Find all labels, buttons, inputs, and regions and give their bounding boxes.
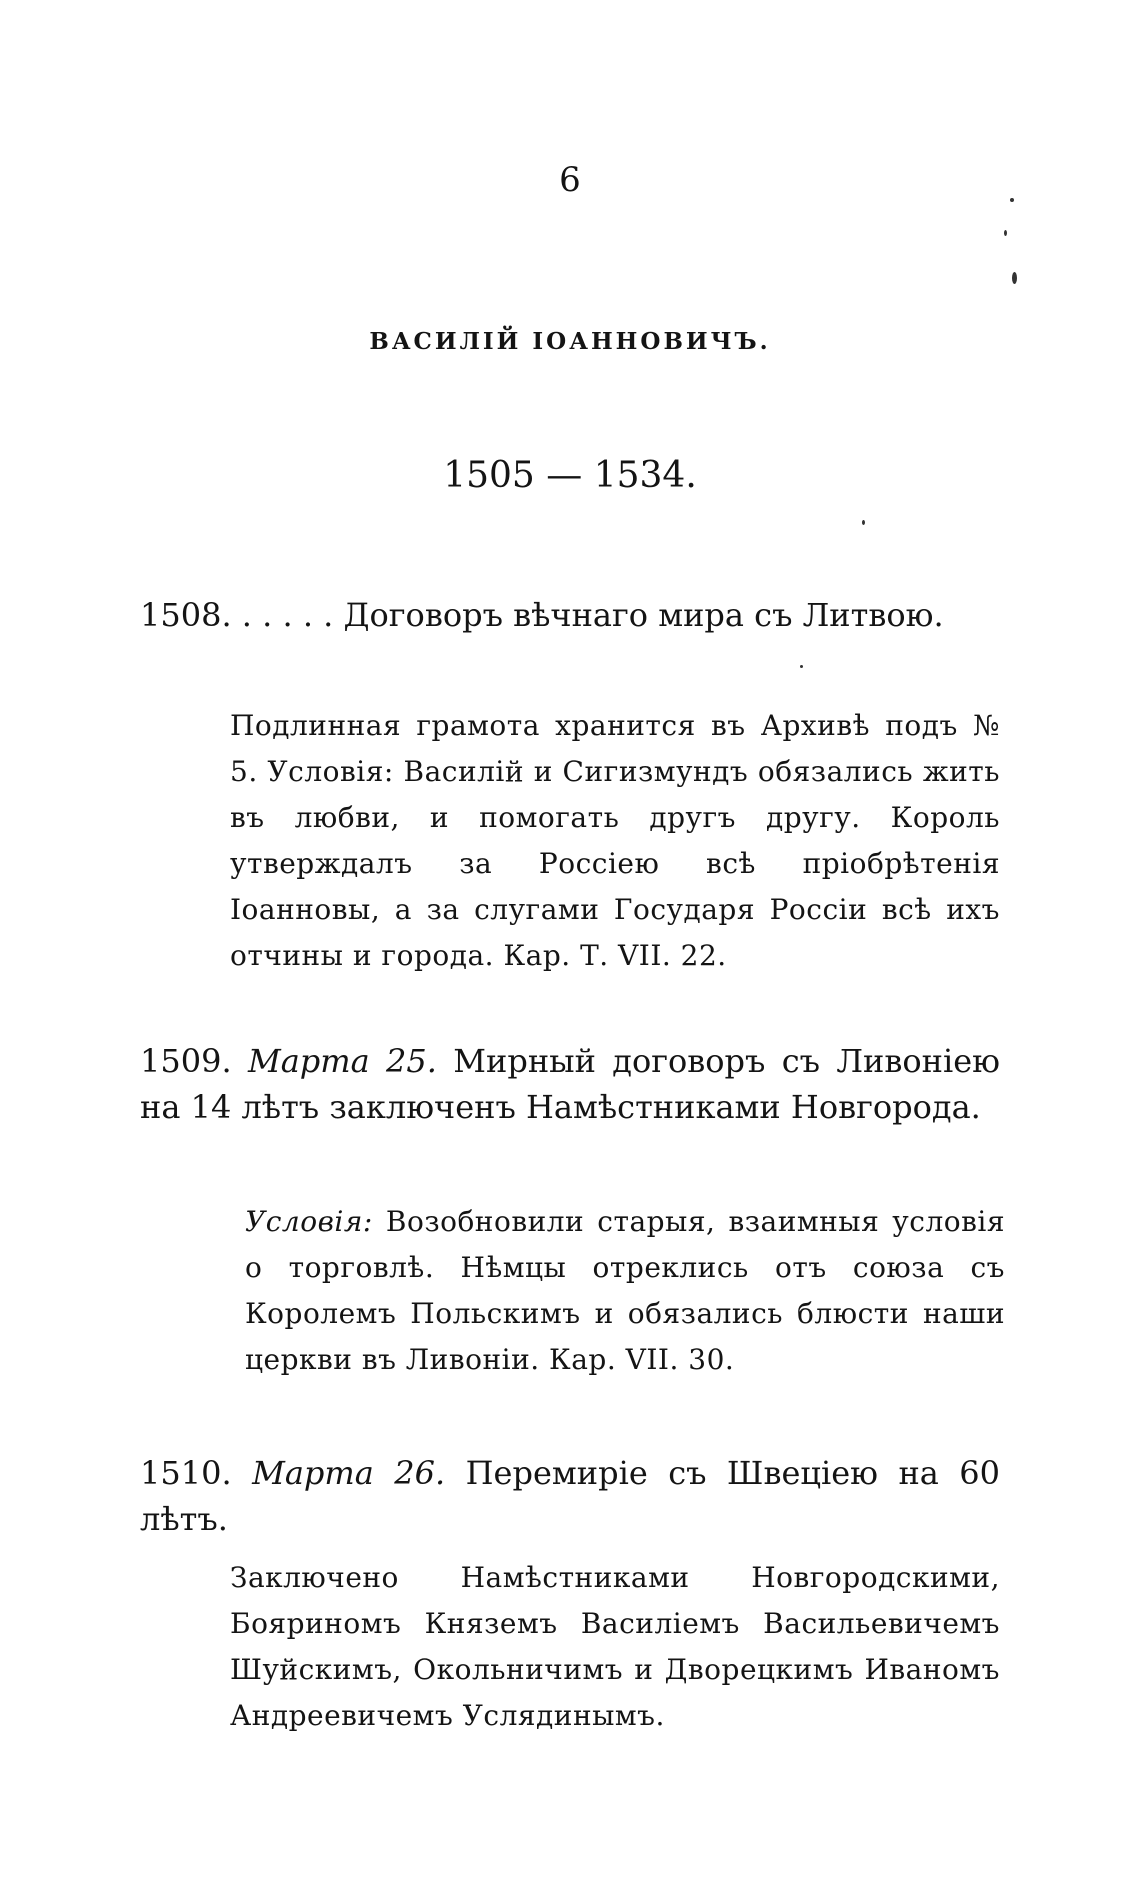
page-number: 6 (559, 160, 581, 200)
note-text: Возобновили старыя, взаимныя условія о торговлѣ. Нѣмцы отреклись отъ союза съ Королемъ Польскимъ и обязались блюсти наши церкви въ Ливоніи. Кар. VII. 30. (245, 1205, 1005, 1376)
scan-speck (800, 665, 803, 668)
entry-note-1509 (245, 1199, 1005, 1383)
scan-speck (1012, 272, 1017, 284)
entry-year: 1508. (140, 596, 232, 634)
entry-note-1510: Заключено Намѣстниками Новгородскими, Бояриномъ Княземъ Василіемъ Васильевичемъ Шуйскимъ, Окольничимъ и Дворецкимъ Иваномъ Андреевичемъ Услядинымъ. (230, 1561, 1000, 1732)
scan-speck (862, 520, 865, 525)
entry-leader-dots: . . . . . (231, 596, 344, 634)
entry-title: Договоръ вѣчнаго мира съ Литвою. (343, 596, 944, 634)
entry-year: 1509. (140, 1042, 232, 1080)
note-label: Условія: (245, 1205, 373, 1238)
entry-title: Мирный договоръ съ Ливоніею на 14 лѣтъ заключенъ Намѣстниками Новгорода. (140, 1042, 1000, 1126)
entry-1509 (140, 1038, 1000, 1130)
entry-year: 1510. (140, 1454, 232, 1492)
entry-note-1508: Подлинная грамота хранится въ Архивѣ подъ № 5. Условія: Василій и Сигизмундъ обязались жить въ любви, и помогать другъ другу. Король утверждалъ за Россіею всѣ пріобрѣтенія Іоанновы, а за слугами Государя Россіи всѣ ихъ отчины и города. Кар. Т. VII. 22. (230, 709, 1000, 972)
scan-speck (1010, 198, 1014, 202)
entry-date: Марта 25. (247, 1042, 437, 1080)
scan-speck (1004, 230, 1007, 236)
entry-1510 (140, 1450, 1000, 1542)
entry-title: Перемиріе съ Швеціею на 60 лѣтъ. (140, 1454, 1001, 1538)
entry-1508 (140, 592, 1000, 638)
reign-years: 1505 — 1534. (443, 455, 697, 496)
entry-date: Марта 26. (252, 1454, 446, 1492)
chapter-heading: ВАСИЛІЙ ІОАННОВИЧЪ. (369, 328, 771, 355)
